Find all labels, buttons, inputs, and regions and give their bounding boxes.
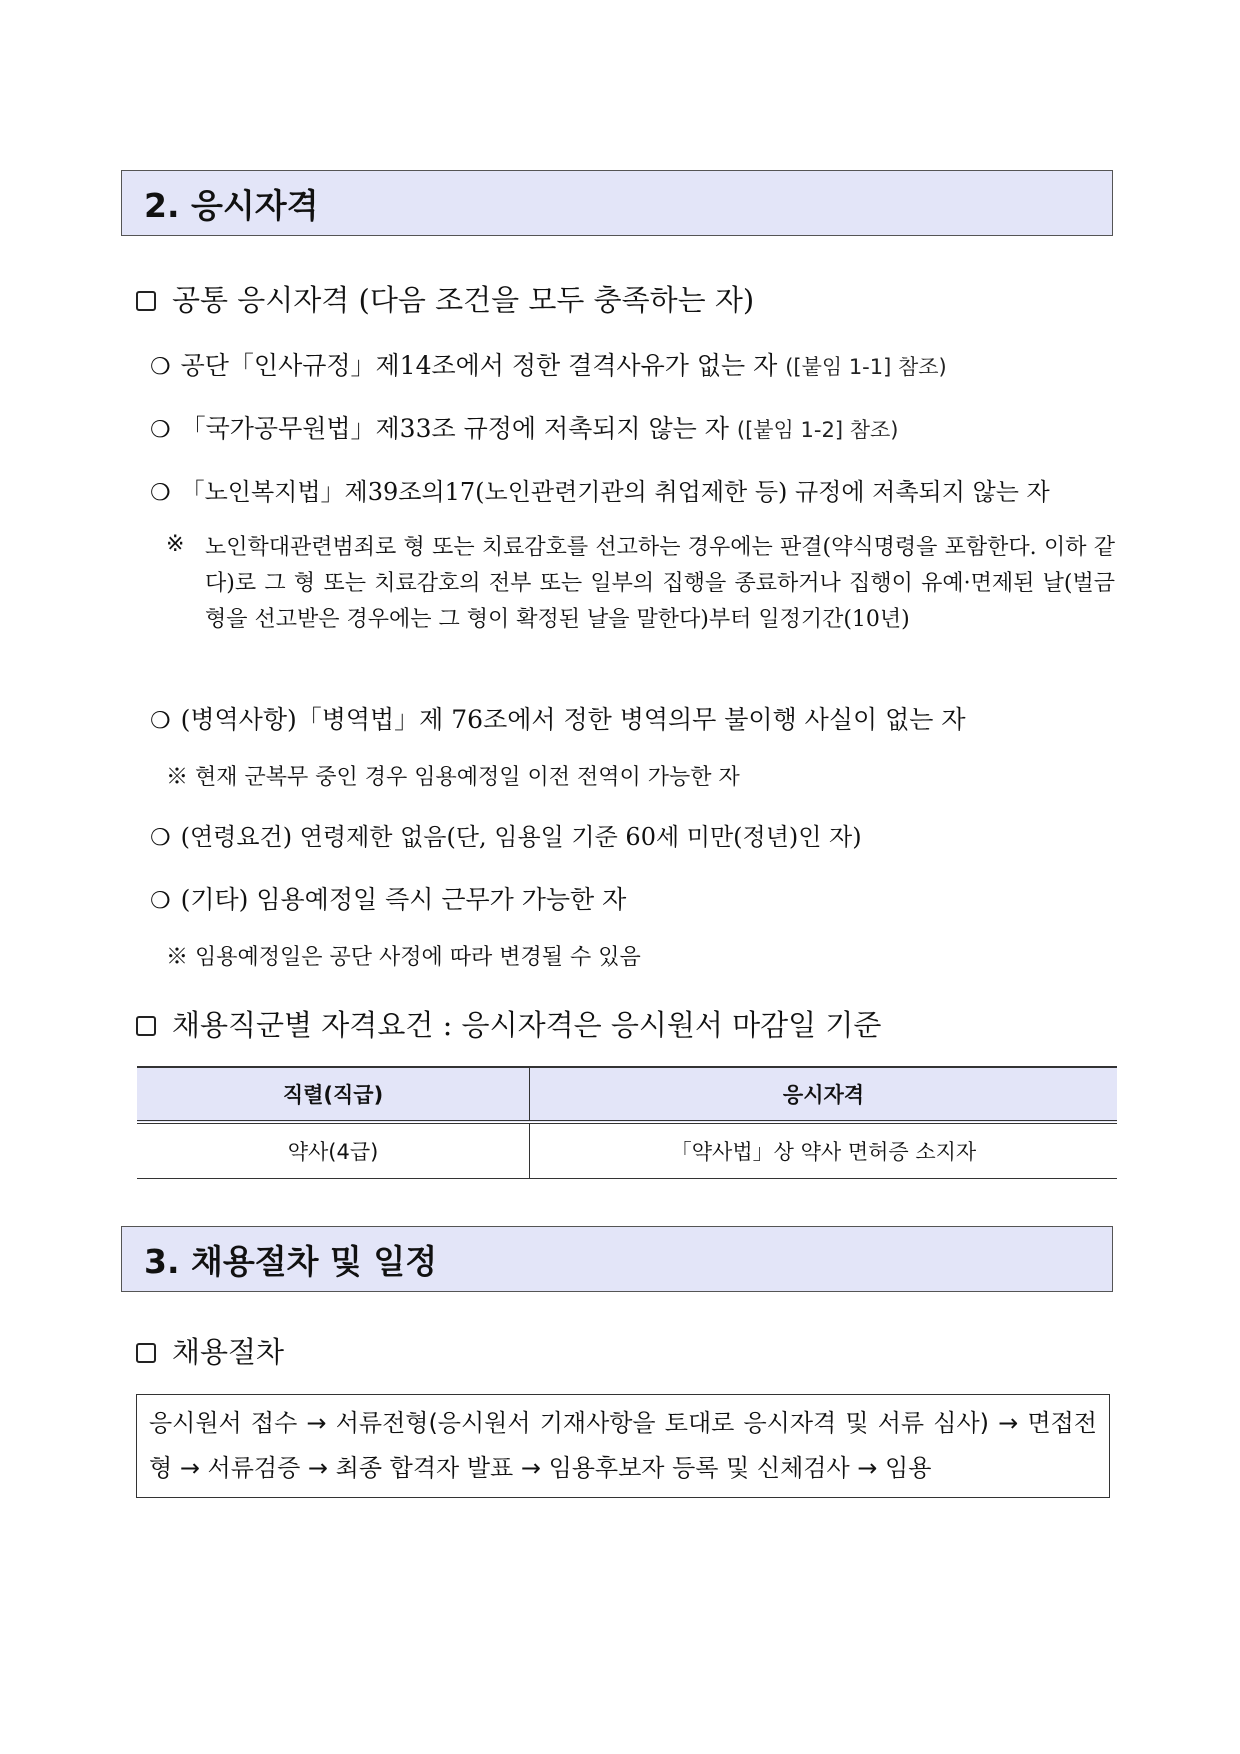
process-flow-box: 응시원서 접수 → 서류전형(응시원서 기재사항을 토대로 응시자격 및 서류 심사) → 면접전형 → 서류검증 → 최종 합격자 발표 → 임용후보자 등록 및 신체검사 → 임용 [136, 1394, 1110, 1498]
qual-age: ❍ (연령요건) 연령제한 없음(단, 임용일 기준 60세 미만(정년)인 자) [150, 823, 862, 851]
table-row [137, 1122, 1117, 1179]
etc-note: ※ 임용예정일은 공단 사정에 따라 변경될 수 있음 [166, 945, 641, 970]
circle-bullet-icon: ❍ [150, 417, 171, 443]
qualification-table [137, 1066, 1117, 1179]
qual-item-1-ref: ([붙임 1-1] 참조) [785, 355, 947, 379]
table-cell: 약사(4급) [137, 1122, 530, 1179]
square-bullet-icon [136, 1343, 156, 1363]
job-req-heading: 채용직군별 자격요건 : 응시자격은 응시원서 마감일 기준 [136, 1003, 881, 1044]
section-3-title: 3. 채용절차 및 일정 [144, 1241, 438, 1281]
circle-bullet-icon: ❍ [150, 354, 171, 380]
circle-bullet-icon: ❍ [150, 480, 171, 506]
qual-military: ❍ (병역사항)「병역법」제 76조에서 정한 병역의무 불이행 사실이 없는 자 [150, 705, 966, 734]
qual-item-2: ❍ 「국가공무원법」제33조 규정에 저촉되지 않는 자 ([붙임 1-2] 참조) [150, 414, 899, 443]
qual-item-3: ❍ 「노인복지법」제39조의17(노인관련기관의 취업제한 등) 규정에 저촉되지 않는 자 [150, 478, 1050, 506]
table-header-cell: 응시자격 [530, 1067, 1118, 1122]
table-header-row [137, 1067, 1117, 1122]
qual-item-2-ref: ([붙임 1-2] 참조) [736, 418, 899, 442]
common-qual-heading: 공통 응시자격 (다음 조건을 모두 충족하는 자) [136, 278, 754, 319]
qual-etc: ❍ (기타) 임용예정일 즉시 근무가 가능한 자 [150, 885, 627, 914]
table-cell: 「약사법」상 약사 면허증 소지자 [530, 1122, 1118, 1179]
note-elder-abuse: 노인학대관련범죄로 형 또는 치료감호를 선고하는 경우에는 판결(약식명령을 포함한다. 이하 같다)로 그 형 또는 치료감호의 전부 또는 일부의 집행을 종료하거나 집행이 유예·면제된 날(벌금형을 선고받은 경우에는 그 형이 확정된 날을 말한다)부터 일정기간(10년) [205, 535, 1115, 632]
table-header-cell: 직렬(직급) [137, 1067, 530, 1122]
square-bullet-icon [136, 1016, 156, 1036]
note-mark: ※ [166, 532, 185, 557]
process-heading: 채용절차 [136, 1330, 284, 1371]
square-bullet-icon [136, 291, 156, 311]
qual-item-1: ❍ 공단「인사규정」제14조에서 정한 결격사유가 없는 자 ([붙임 1-1] 참조) [150, 351, 947, 380]
section-2-title: 2. 응시자격 [144, 185, 319, 225]
circle-bullet-icon: ❍ [150, 708, 171, 734]
circle-bullet-icon: ❍ [150, 888, 171, 914]
military-note: ※ 현재 군복무 중인 경우 임용예정일 이전 전역이 가능한 자 [166, 765, 740, 790]
section-3-header [121, 1226, 1113, 1292]
section-2-header [121, 170, 1113, 236]
circle-bullet-icon: ❍ [150, 825, 171, 851]
